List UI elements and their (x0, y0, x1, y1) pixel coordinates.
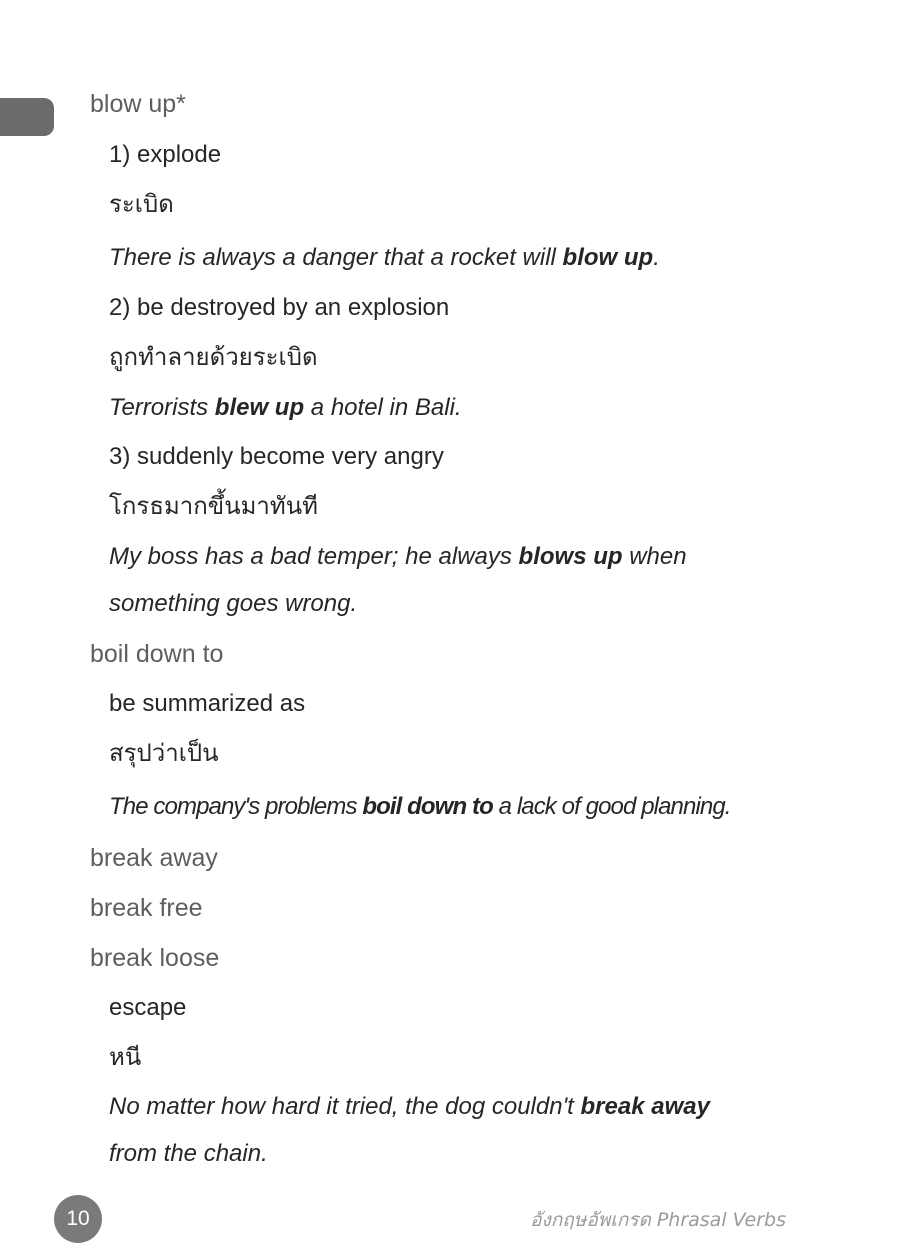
page-number: 10 (54, 1195, 102, 1243)
sense-example: No matter how hard it tried, the dog couldn't break away (109, 1093, 710, 1120)
sense-thai: สรุปว่าเป็น (109, 739, 219, 767)
sense-example: My boss has a bad temper; he always blows up when (109, 543, 687, 570)
sense-definition: be summarized as (109, 690, 306, 717)
sense-definition: escape (109, 994, 187, 1021)
sense-definition: 3) suddenly become very angry (109, 443, 444, 470)
sense-thai: หนี (109, 1043, 142, 1071)
sense-definition: 1) explode (109, 141, 222, 168)
sense-thai: ถูกทำลายด้วยระเบิด (109, 343, 318, 371)
sense-example: Terrorists blew up a hotel in Bali. (109, 394, 462, 421)
sense-example: There is always a danger that a rocket will blow up. (109, 244, 660, 271)
headword-break-away: break away (90, 844, 218, 872)
chapter-tab (0, 98, 54, 136)
sense-thai: โกรธมากขึ้นมาทันที (109, 492, 318, 520)
sense-thai: ระเบิด (109, 190, 174, 218)
headword-break-loose: break loose (90, 944, 220, 972)
sense-definition: 2) be destroyed by an explosion (109, 294, 450, 321)
headword-break-free: break free (90, 894, 203, 922)
headword-boil-down-to: boil down to (90, 640, 224, 668)
headword-blow-up: blow up* (90, 90, 186, 118)
sense-example: The company's problems boil down to a lack of good planning. (109, 793, 731, 820)
sense-example-continued: something goes wrong. (109, 590, 358, 617)
running-footer-title: อังกฤษอัพเกรด Phrasal Verbs (530, 1209, 786, 1231)
sense-example-continued: from the chain. (109, 1140, 268, 1167)
